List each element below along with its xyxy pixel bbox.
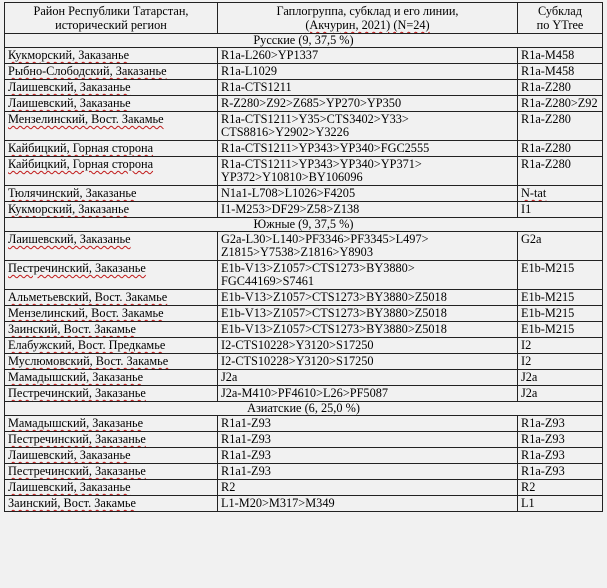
haplogroup-text: I2-CTS10228>Y3120>S17250 — [221, 338, 374, 352]
subclade-text: R1a-Z280 — [521, 141, 571, 155]
region-text: Мензелинский, Вост. Закамье — [8, 112, 164, 126]
region-text: Мамадышский, Заказанье — [8, 370, 144, 384]
subclade-cell — [518, 496, 603, 512]
table-row — [5, 322, 603, 338]
region-cell — [5, 290, 218, 306]
region-cell — [5, 432, 218, 448]
table-row — [5, 80, 603, 96]
haplogroup-cell — [218, 157, 518, 186]
haplogroup-text: E1b-V13>Z1057>CTS1273>BY3880>Z5018 — [221, 290, 447, 304]
subclade-text: N-tat — [521, 186, 547, 200]
region-text: Лаишевский, Заказанье — [8, 480, 131, 494]
subclade-cell — [518, 261, 603, 290]
subclade-cell — [518, 306, 603, 322]
haplogroup-cell — [218, 322, 518, 338]
haplogroup-cell — [218, 141, 518, 157]
region-cell — [5, 261, 218, 290]
region-cell — [5, 202, 218, 218]
region-cell — [5, 64, 218, 80]
subclade-cell — [518, 448, 603, 464]
haplogroup-cell — [218, 386, 518, 402]
haplogroup-cell — [218, 202, 518, 218]
table-row — [5, 338, 603, 354]
subclade-cell — [518, 80, 603, 96]
region-text: Лаишевский, Заказанье — [8, 80, 131, 94]
haplogroup-text: G2a-L30>L140>PF3346>PF3345>L497> — [221, 232, 429, 246]
table-body — [5, 34, 603, 512]
haplogroup-cell — [218, 48, 518, 64]
subclade-cell — [518, 480, 603, 496]
subclade-text: R1a-Z93 — [521, 448, 565, 462]
group-header-row — [5, 218, 603, 232]
subclade-cell — [518, 96, 603, 112]
table-row — [5, 261, 603, 290]
header-region-line1: Район Республики Татарстан, — [33, 4, 189, 18]
region-text: Рыбно-Слободский, Заказанье — [8, 64, 167, 78]
group-header-row — [5, 34, 603, 48]
haplogroup-cell — [218, 186, 518, 202]
subclade-text: R1a-M458 — [521, 48, 575, 62]
subclade-text: R1a-Z280 — [521, 80, 571, 94]
header-haplogroup-line2: (Акчурин, 2021) (N=24) — [305, 18, 430, 32]
haplogroup-text: J2a-M410>PF4610>L26>PF5087 — [221, 386, 389, 400]
haplogroup-cell — [218, 496, 518, 512]
subclade-cell — [518, 157, 603, 186]
haplogroup-cell — [218, 112, 518, 141]
haplogroup-cell — [218, 64, 518, 80]
table-row — [5, 370, 603, 386]
group-header-row — [5, 402, 603, 416]
subclade-text: R1a-Z93 — [521, 464, 565, 478]
haplogroup-cell — [218, 338, 518, 354]
haplogroup-text: R1a1-Z93 — [221, 448, 271, 462]
haplogroup-cell — [218, 480, 518, 496]
header-haplogroup — [218, 3, 518, 34]
subclade-text: I2 — [521, 354, 532, 368]
table-row — [5, 480, 603, 496]
group-title: Южные (9, 37,5 %) — [5, 218, 603, 232]
region-cell — [5, 448, 218, 464]
region-cell — [5, 141, 218, 157]
haplogroup-text: E1b-V13>Z1057>CTS1273>BY3880>Z5018 — [221, 306, 447, 320]
haplogroup-text: R1a1-Z93 — [221, 416, 271, 430]
haplogroup-cell — [218, 354, 518, 370]
subclade-text: I1 — [521, 202, 532, 216]
region-text: Кайбицкий, Горная сторона — [8, 157, 154, 171]
region-cell — [5, 96, 218, 112]
region-cell — [5, 112, 218, 141]
header-subclade-line1: Субклад — [538, 4, 582, 18]
haplogroup-text: L1-M20>M317>M349 — [221, 496, 335, 510]
subclade-text: G2a — [521, 232, 542, 246]
subclade-text: E1b-M215 — [521, 261, 575, 275]
subclade-cell — [518, 354, 603, 370]
haplogroup-text: R1a-L260>YP1337 — [221, 48, 319, 62]
haplogroup-text: N1a1-L708>L1026>F4205 — [221, 186, 356, 200]
header-row — [5, 3, 603, 34]
subclade-text: I2 — [521, 338, 532, 352]
region-text: Лаишевский, Заказанье — [8, 96, 131, 110]
region-cell — [5, 186, 218, 202]
table-row — [5, 202, 603, 218]
table-row — [5, 496, 603, 512]
haplogroup-text: R1a1-Z93 — [221, 464, 271, 478]
subclade-cell — [518, 141, 603, 157]
region-cell — [5, 322, 218, 338]
region-cell — [5, 80, 218, 96]
region-text: Кукморский, Заказанье — [8, 48, 130, 62]
haplogroup-cell — [218, 416, 518, 432]
subclade-cell — [518, 202, 603, 218]
region-cell — [5, 306, 218, 322]
haplogroup-text: E1b-V13>Z1057>CTS1273>BY3880> — [221, 261, 415, 275]
subclade-text: E1b-M215 — [521, 290, 575, 304]
region-text: Пестречинский, Заказанье — [8, 432, 146, 446]
subclade-cell — [518, 416, 603, 432]
haplogroup-text: R1a1-Z93 — [221, 432, 271, 446]
subclade-cell — [518, 48, 603, 64]
haplogroup-cell — [218, 261, 518, 290]
region-text: Пестречинский, Заказанье — [8, 464, 146, 478]
haplogroup-text-continued: CTS8816>Y2902>Y3226 — [221, 125, 349, 139]
region-text: Лаишевский, Заказанье — [8, 232, 131, 246]
subclade-text: R1a-M458 — [521, 64, 575, 78]
haplogroup-text: R-Z280>Z92>Z685>YP270>YP350 — [221, 96, 402, 110]
region-text: Мамадышский, Заказанье — [8, 416, 144, 430]
header-subclade-line2: по YTree — [536, 18, 584, 32]
subclade-text: L1 — [521, 496, 535, 510]
haplogroup-cell — [218, 464, 518, 480]
region-text: Мензелинский, Вост. Закамье — [8, 306, 164, 320]
subclade-cell — [518, 186, 603, 202]
header-haplogroup-line1: Гаплогруппа, субклад и его линии, — [276, 4, 459, 18]
header-subclade — [518, 3, 603, 34]
haplogroup-text: J2a — [221, 370, 238, 384]
table-row — [5, 96, 603, 112]
region-text: Заинский, Вост. Закамье — [8, 496, 136, 510]
subclade-text: R1a-Z280 — [521, 157, 571, 171]
region-text: Тюлячинский, Заказанье — [8, 186, 137, 200]
table-row — [5, 290, 603, 306]
region-text: Кайбицкий, Горная сторона — [8, 141, 154, 155]
region-text: Пестречинский, Заказанье — [8, 386, 146, 400]
subclade-text: R2 — [521, 480, 536, 494]
haplogroup-cell — [218, 432, 518, 448]
group-title: Русские (9, 37,5 %) — [5, 34, 603, 48]
subclade-text: R1a-Z280 — [521, 112, 571, 126]
subclade-text: R1a-Z280>Z92 — [521, 96, 598, 110]
haplogroup-text: R2 — [221, 480, 236, 494]
haplogroup-cell — [218, 306, 518, 322]
table-row — [5, 48, 603, 64]
region-cell — [5, 338, 218, 354]
region-text: Елабужский, Вост. Предкамье — [8, 338, 166, 352]
region-cell — [5, 354, 218, 370]
haplogroup-text-continued: Z1815>Y7538>Z1816>Y8903 — [221, 245, 373, 259]
group-title: Азиатские (6, 25,0 %) — [5, 402, 603, 416]
subclade-cell — [518, 64, 603, 80]
region-cell — [5, 416, 218, 432]
subclade-cell — [518, 232, 603, 261]
subclade-cell — [518, 432, 603, 448]
table-row — [5, 141, 603, 157]
table-row — [5, 432, 603, 448]
haplogroup-text: R1a-CTS1211>YP343>YP340>YP371> — [221, 157, 422, 171]
haplogroup-text: R1a-CTS1211>Y35>CTS3402>Y33> — [221, 112, 409, 126]
region-text: Муслюмовский, Вост. Закамье — [8, 354, 169, 368]
subclade-cell — [518, 370, 603, 386]
header-region — [5, 3, 218, 34]
haplogroup-text: I1-M253>DF29>Z58>Z138 — [221, 202, 360, 216]
haplogroup-text-continued: YP372>Y10810>BY106096 — [221, 170, 363, 184]
region-text: Лаишевский, Заказанье — [8, 448, 131, 462]
subclade-cell — [518, 322, 603, 338]
subclade-text: E1b-M215 — [521, 306, 575, 320]
haplogroup-cell — [218, 290, 518, 306]
haplogroup-cell — [218, 370, 518, 386]
haplogroup-text: E1b-V13>Z1057>CTS1273>BY3880>Z5018 — [221, 322, 447, 336]
haplogroup-cell — [218, 232, 518, 261]
haplogroup-text: R1a-CTS1211 — [221, 80, 292, 94]
haplogroup-text: I2-CTS10228>Y3120>S17250 — [221, 354, 374, 368]
haplogroup-table — [4, 2, 603, 512]
region-text: Заинский, Вост. Закамье — [8, 322, 136, 336]
region-text: Альметьевский, Вост. Закамье — [8, 290, 168, 304]
table-row — [5, 64, 603, 80]
region-cell — [5, 496, 218, 512]
table-row — [5, 464, 603, 480]
region-cell — [5, 464, 218, 480]
table-row — [5, 186, 603, 202]
table-row — [5, 386, 603, 402]
region-cell — [5, 370, 218, 386]
table-row — [5, 448, 603, 464]
region-cell — [5, 232, 218, 261]
table-row — [5, 157, 603, 186]
table-row — [5, 112, 603, 141]
table-row — [5, 306, 603, 322]
subclade-text: E1b-M215 — [521, 322, 575, 336]
header-region-line2: исторический регион — [55, 18, 167, 32]
haplogroup-cell — [218, 96, 518, 112]
haplogroup-text-continued: FGC44169>S7461 — [221, 274, 315, 288]
haplogroup-cell — [218, 448, 518, 464]
haplogroup-text: R1a-CTS1211>YP343>YP340>FGC2555 — [221, 141, 430, 155]
subclade-text: J2a — [521, 386, 538, 400]
subclade-text: R1a-Z93 — [521, 416, 565, 430]
region-cell — [5, 480, 218, 496]
table-row — [5, 354, 603, 370]
haplogroup-cell — [218, 80, 518, 96]
haplogroup-text: R1a-L1029 — [221, 64, 278, 78]
subclade-cell — [518, 464, 603, 480]
subclade-text: J2a — [521, 370, 538, 384]
subclade-text: R1a-Z93 — [521, 432, 565, 446]
subclade-cell — [518, 290, 603, 306]
subclade-cell — [518, 386, 603, 402]
region-text: Кукморский, Заказанье — [8, 202, 130, 216]
table-row — [5, 232, 603, 261]
region-cell — [5, 386, 218, 402]
table-row — [5, 416, 603, 432]
subclade-cell — [518, 112, 603, 141]
region-cell — [5, 157, 218, 186]
region-text: Пестречинский, Заказанье — [8, 261, 146, 275]
region-cell — [5, 48, 218, 64]
subclade-cell — [518, 338, 603, 354]
